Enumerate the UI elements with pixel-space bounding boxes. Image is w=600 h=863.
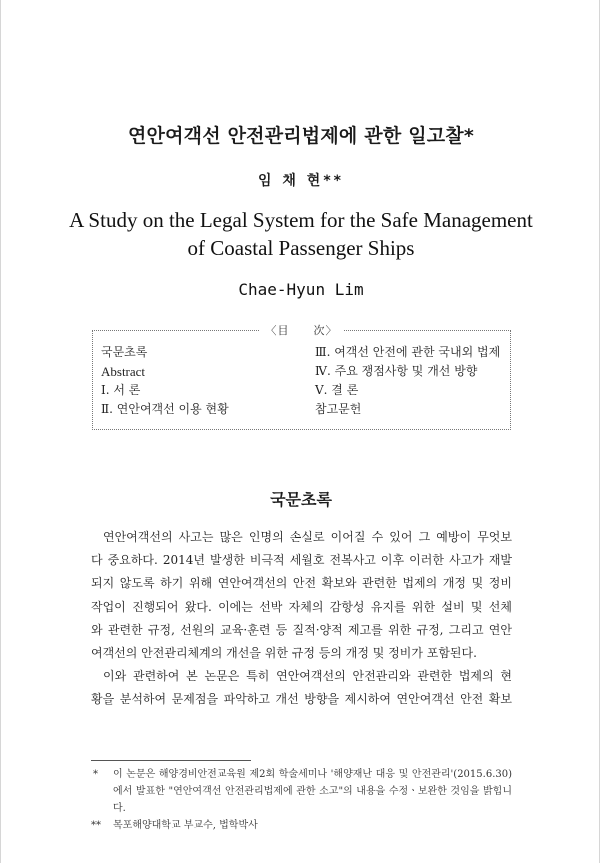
abstract-line: 이와 관련하여 본 논문은 특히 연안여객선의 안전관리와 관련한 법제의 현 [103,669,512,684]
abstract-body [91,526,512,712]
table-of-contents [92,324,511,430]
toc-left-column [101,343,229,419]
toc-item: 국문초록 [101,345,148,359]
footnote-text: 목포해양대학교 부교수, 법학박사 [113,820,258,831]
english-author: Chae-Hyun Lim [238,280,364,299]
abstract-line: 작업이 진행되어 왔다. 이에는 선박 자체의 감항성 유지를 위한 설비 및 선체 [91,599,512,614]
abstract-line: 연안여객선의 사고는 많은 인명의 손실로 이어질 수 있어 그 예방이 무엇보 [103,530,512,544]
korean-title: 연안여객선 안전관리법제에 관한 일고찰* [128,125,474,147]
toc-item: Ⅴ. 결 론 [315,383,359,397]
toc-item: Ⅰ. 서 론 [101,383,141,397]
toc-item: 참고문헌 [315,402,362,416]
abstract-line: 황을 분석하여 문제점을 파악하고 개선 방향을 제시하여 연안여객선 안전 확보 [91,692,512,707]
footnote [91,766,512,817]
korean-author: 임 채 현** [258,173,344,189]
abstract-line: 여객선의 안전관리체계의 개선을 위한 규정 등의 개정 및 정비가 포함된다. [91,646,477,661]
footnote [91,817,512,834]
toc-right-column [315,343,500,419]
abstract-line: 되지 않도록 하기 위해 연안여객선의 안전 확보와 관련한 법제의 개정 및 정비 [91,576,512,591]
english-title-line-2: of Coastal Passenger Ships [187,236,415,260]
toc-item: Abstract [101,364,146,379]
abstract-line: 다 중요하다. 2014년 발생한 비극적 세월호 전복사고 이후 이러한 사고가 재발 [91,553,512,568]
english-title [1,206,600,262]
english-title-line-1: A Study on the Legal System for the Safe Management [69,208,533,232]
footnote-mark: * [93,769,98,780]
toc-item: Ⅲ. 여객선 안전에 관한 국내외 법제 [315,345,501,359]
footnote-text: 이 논문은 해양경비안전교육원 제2회 학술세미나 '해양재난 대응 및 안전관리'(2015.6.30)에서 발표한 "연안여객선 안전관리법제에 관한 소고"의 내용을 수정ㆍ보완한 것임을 밝힙니다. [113,769,512,814]
toc-item: Ⅱ. 연안여객선 이용 현황 [101,402,229,416]
footnote-mark: ** [91,820,101,831]
abstract-heading: 국문초록 [270,490,332,509]
toc-heading-label: 〈目 次〉 [260,324,344,337]
toc-item: Ⅳ. 주요 쟁점사항 및 개선 방향 [315,364,478,378]
footnotes [91,766,512,834]
abstract-line: 와 관련한 규정, 선원의 교육·훈련 등 질적·양적 제고를 위한 규정, 그리고 연안 [91,622,512,637]
toc-heading [93,322,510,338]
footnote-divider [91,760,251,761]
